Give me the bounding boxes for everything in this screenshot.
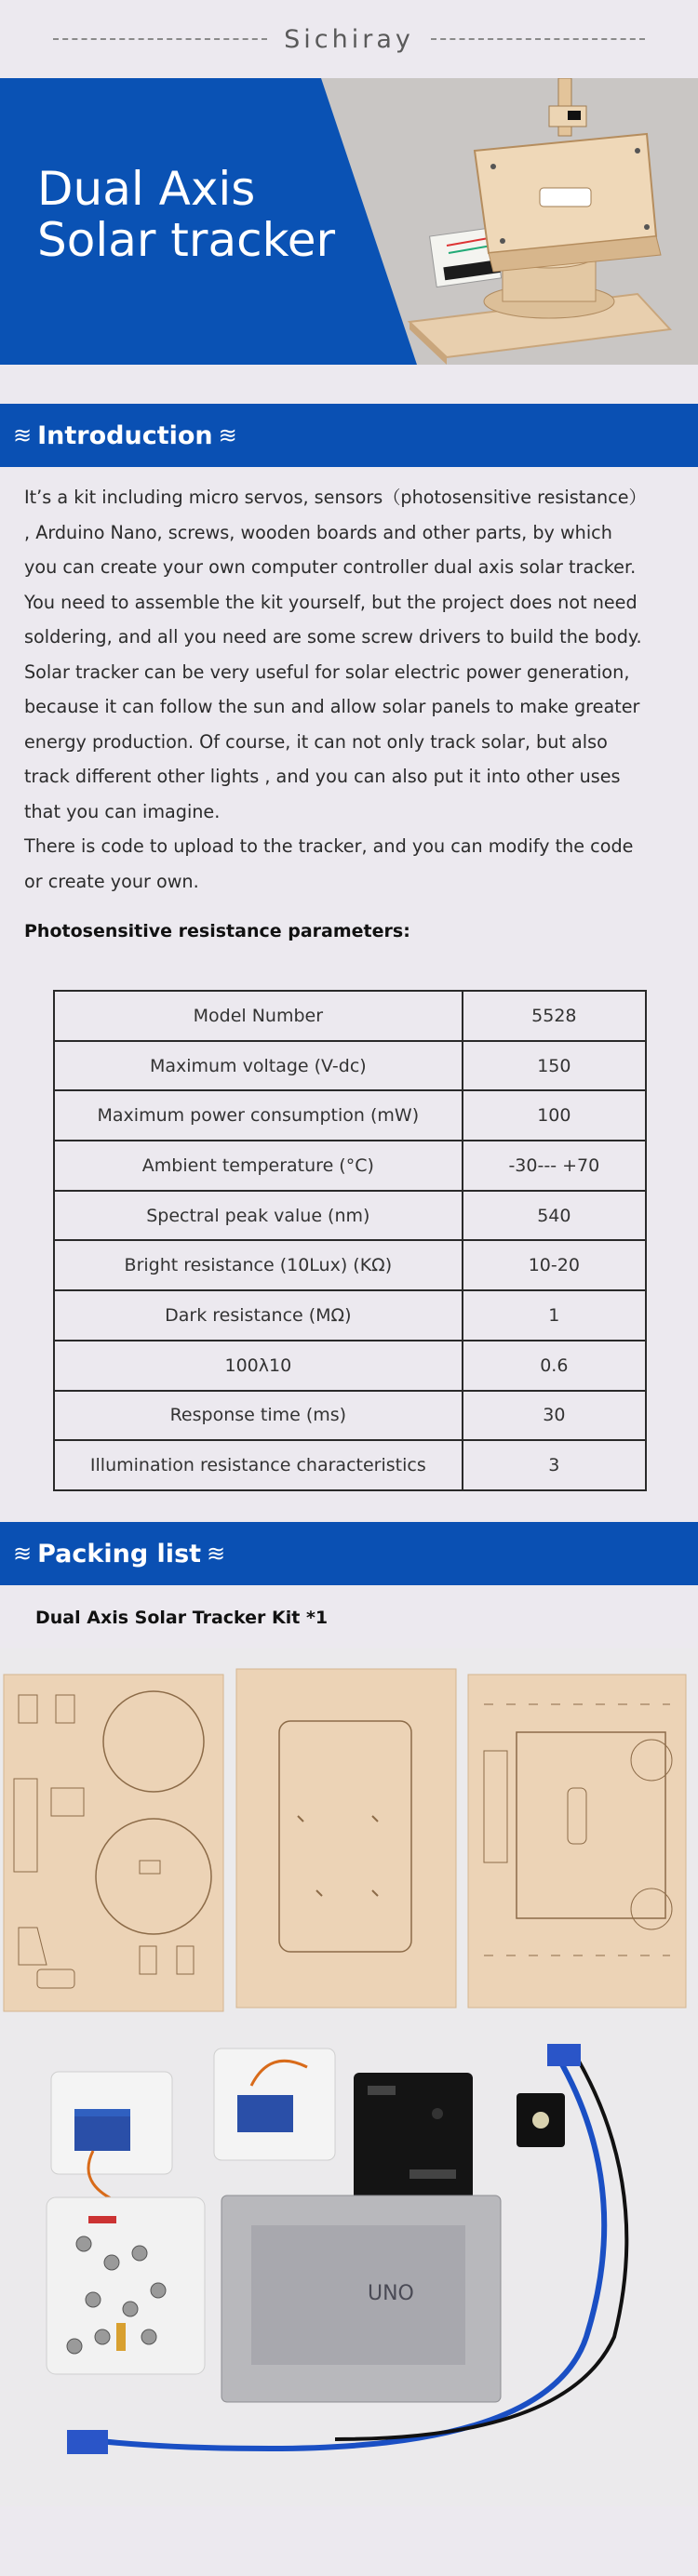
param-key: Maximum power consumption (mW) [54, 1090, 463, 1141]
hero-title-line1: Dual Axis [37, 162, 256, 216]
intro-line: Solar tracker can be very useful for solar electric power generation, [24, 661, 630, 683]
section-header-introduction [0, 404, 698, 467]
kit-contents-photo [0, 1648, 698, 2506]
arduino-bag [221, 2196, 501, 2402]
intro-line: or create your own. [24, 870, 199, 892]
screws-bag [47, 2197, 205, 2374]
intro-line: because it can follow the sun and allow solar panels to make greater [24, 696, 640, 717]
intro-text [24, 480, 676, 899]
solar-tracker-product-image [391, 78, 698, 365]
intro-line: soldering, and all you need are some screw drivers to build the body. [24, 626, 642, 647]
intro-line: It’s a kit including micro servos, sensors（photosensitive resistance） [24, 487, 647, 508]
wave-icon: ≋ [207, 1541, 226, 1567]
param-key: Maximum voltage (V-dc) [54, 1041, 463, 1091]
table-row [54, 1141, 646, 1191]
param-value: 540 [463, 1191, 646, 1241]
param-value: 3 [463, 1440, 646, 1490]
param-key: Model Number [54, 991, 463, 1041]
hero-banner [0, 78, 698, 365]
param-value: 100 [463, 1090, 646, 1141]
wave-icon: ≋ [13, 422, 33, 448]
brand-divider-left [53, 38, 267, 40]
params-table [53, 990, 647, 1491]
table-row [54, 1391, 646, 1441]
param-value: 0.6 [463, 1341, 646, 1391]
wood-board-3 [468, 1675, 686, 2008]
section-header-packing [0, 1522, 698, 1585]
table-row [54, 991, 646, 1041]
param-value: 5528 [463, 991, 646, 1041]
sensor-shield-board [354, 2073, 473, 2212]
ldr-sensor-module [517, 2093, 565, 2147]
hero-title-line2: Solar tracker [37, 213, 336, 267]
wave-icon: ≋ [218, 422, 237, 448]
param-key: Dark resistance (MΩ) [54, 1290, 463, 1341]
kit-title: Dual Axis Solar Tracker Kit *1 [35, 1608, 329, 1628]
param-key: Illumination resistance characteristics [54, 1440, 463, 1490]
table-row [54, 1290, 646, 1341]
brand-divider-right [431, 38, 645, 40]
table-row [54, 1440, 646, 1490]
table-row [54, 1191, 646, 1241]
servo-bag-1 [51, 2072, 172, 2207]
params-title: Photosensitive resistance parameters: [24, 921, 410, 941]
param-key: 100λ10 [54, 1341, 463, 1391]
section-title-introduction: Introduction [37, 420, 213, 450]
table-row [54, 1341, 646, 1391]
hero-title [37, 164, 335, 266]
wood-board-2 [236, 1669, 456, 2008]
param-value: 10-20 [463, 1240, 646, 1290]
param-value: -30--- +70 [463, 1141, 646, 1191]
brand-header [0, 0, 698, 78]
board-label: UNO [368, 2282, 414, 2305]
param-value: 150 [463, 1041, 646, 1091]
table-row [54, 1240, 646, 1290]
wave-icon: ≋ [13, 1541, 33, 1567]
servo-bag-2 [214, 2049, 335, 2160]
intro-line: You need to assemble the kit yourself, but the project does not need [24, 591, 638, 613]
param-key: Spectral peak value (nm) [54, 1191, 463, 1241]
intro-line: you can create your own computer controller dual axis solar tracker. [24, 556, 637, 578]
intro-line: track different other lights , and you can also put it into other uses [24, 766, 621, 787]
wood-board-1 [4, 1675, 223, 2011]
intro-line: , Arduino Nano, screws, wooden boards and other parts, by which [24, 521, 612, 543]
param-key: Ambient temperature (°C) [54, 1141, 463, 1191]
param-value: 1 [463, 1290, 646, 1341]
kit-contents-illustration [0, 1648, 698, 2506]
intro-line: There is code to upload to the tracker, and you can modify the code [24, 835, 634, 857]
intro-line: that you can imagine. [24, 800, 221, 822]
param-key: Bright resistance (10Lux) (KΩ) [54, 1240, 463, 1290]
brand-name: Sichiray [284, 24, 414, 54]
table-row [54, 1041, 646, 1091]
intro-line: energy production. Of course, it can not only track solar, but also [24, 730, 608, 753]
section-title-packing: Packing list [37, 1539, 202, 1568]
param-key: Response time (ms) [54, 1391, 463, 1441]
table-row [54, 1090, 646, 1141]
param-value: 30 [463, 1391, 646, 1441]
